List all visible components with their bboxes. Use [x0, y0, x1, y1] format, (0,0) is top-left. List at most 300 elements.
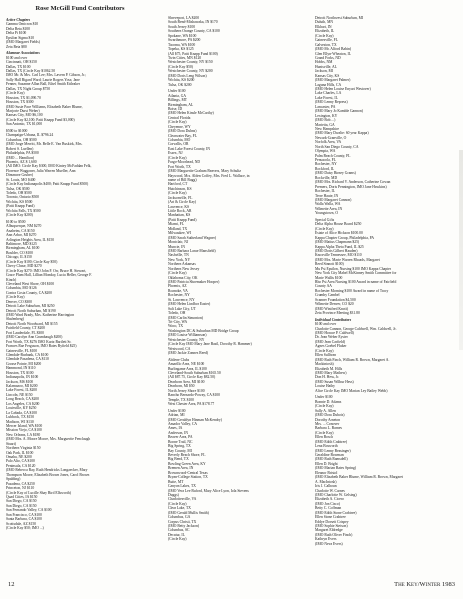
- contributor-line: Gamma Omicron $10: [6, 22, 39, 27]
- contributor-line: Fort Worth, TX: [168, 164, 191, 169]
- contributor-line: Quad Cities, IA $150: [6, 494, 38, 499]
- contributor-line: (IMO Daisy Birney Grams): [315, 171, 356, 176]
- contributor-line: Detroit North Suburban, MI $190: [6, 308, 56, 313]
- contributor-line: (IMO Mary Mathew): [315, 370, 347, 375]
- contributor-line: Northern New Jersey: [168, 266, 200, 271]
- contributor-line: (IMO Elizabeth Baker Blume, William R. Brown, Margaret: [315, 475, 403, 480]
- contributor-line: Cheyenne, WY: [168, 124, 191, 129]
- page-title: Rose McGill Fund Contributors: [35, 5, 125, 12]
- contributor-line: Elizabeth, IL: [315, 29, 335, 34]
- contributor-line: Hobbs, NM: [315, 60, 333, 65]
- contributor-line: Columbus, OH $500: [6, 137, 37, 142]
- contributor-line: (IMO Jackie Zonnes Reed): [168, 351, 209, 355]
- contributor-line: Salt Lake City, UT: [168, 306, 196, 311]
- contributor-line: Stuart): [6, 441, 17, 446]
- contributor-line: Thompson Moore, Elizabeth Brown Jones, Carol Brown: [6, 472, 90, 477]
- contributor-line: Princeton, NJ $110: [6, 486, 35, 491]
- contributor-line: (IMO Rebecca Ray, Ruth Hendricks Longaecker, Mary: [6, 468, 88, 473]
- contributor-line: Dallas, TX Night Group $750: [6, 86, 51, 91]
- contributor-line: New York, NY: [168, 257, 191, 262]
- contributor-line: Beaver Area, PA: [168, 435, 193, 440]
- contributor-line: (IMO Dora Duhns): [168, 129, 197, 134]
- contributor-line: Tri-City, WA: [168, 319, 188, 324]
- contributor-line: (IMO Lenny Beasinger): [315, 448, 351, 453]
- contributor-line: Topeka, KS $125: [168, 47, 194, 52]
- contributor-line: Wichita, KS $200: [168, 78, 195, 83]
- contributor-line: Crumby Cambel: [315, 293, 340, 298]
- contributor-line: (IMO Mrs. Marie Warren Rhoads, Margaret: [315, 257, 380, 262]
- contributor-line: (IMO Sophie Stetson): [315, 524, 348, 528]
- contributor-line: Mission Viejo, CA $100: [6, 428, 42, 433]
- contributor-line: Boise, ID: [168, 106, 183, 111]
- contributor-line: Northern Virginia $150: [6, 446, 41, 451]
- contributor-line: Central Florida: [168, 115, 191, 120]
- contributor-line: (IMO Susan Wilbur Hess): [315, 379, 354, 384]
- contributor-line: North Jersey Shore $100: [168, 388, 205, 393]
- contributor-line: Sally A. Allen: [315, 408, 336, 413]
- contributor-line: Bremen Area, IN: [168, 466, 194, 471]
- contributor-line: (IMO Ward Brady, Mrs. Katherine Harrington: [6, 313, 75, 317]
- contributor-line: Abilene Clubs: [168, 357, 190, 362]
- contributor-line: $100 and over: [315, 322, 337, 327]
- contributor-line: San Antonio, TX $1,000: [6, 122, 43, 127]
- contributor-line: Omaha, NE $200: [6, 455, 32, 459]
- contributor-line: Kansas City, KS: [315, 73, 340, 78]
- contributor-line: Grace Plum Hall, Lillian Monday, Lucia Heller, George F.: [6, 273, 92, 278]
- contributor-line: Fort Lauderdale, FL $300: [6, 330, 44, 335]
- contributor-line: (Circle Kay $50): [168, 64, 193, 69]
- contributor-line: Columbus, GA: [168, 515, 191, 520]
- contributor-line: Palm Beach County, FL: [315, 153, 351, 158]
- contributor-line: Boone Trail, NC: [168, 439, 193, 444]
- contributor-line: Fargo-Moorhead, ND: [168, 160, 201, 165]
- contributor-line: (IMO Betty Jackson): [168, 524, 200, 528]
- contributor-line: (Circle Kay): [168, 271, 187, 276]
- contributor-line: Billings, MT: [168, 98, 188, 103]
- contributor-line: Phoenix, AZ: [168, 284, 187, 289]
- section-heading: Alumnae Associations: [6, 51, 40, 56]
- contributor-line: Clearwater Bay, FL: [168, 133, 197, 138]
- contributor-line: Anderson, IN: [168, 430, 189, 435]
- contributor-line: (Circle Kay): [168, 537, 187, 542]
- contributor-line: East Lake Forest County, IN: [168, 146, 211, 151]
- contributor-line: Alice Circle Kay IMO Marian Ley Bailey Webb): [315, 388, 388, 393]
- contributor-line: Corpus Christi, TX: [168, 519, 197, 524]
- contributor-line: Ellen Sullivan: [315, 353, 336, 358]
- contributor-line: Houston, TX $1,090.70: [6, 95, 41, 100]
- contributor-line: Delta Pi $100: [6, 31, 27, 36]
- contributor-line: Louisville, KY $250: [6, 406, 37, 411]
- contributor-line: Under $100: [315, 395, 333, 400]
- page-number: 12: [8, 581, 15, 588]
- contributor-line: (IMO Dora Dubois): [315, 413, 345, 418]
- contributor-line: Mu Psi Epsilon, Nursing $100 IMO Kappa Chapter: [315, 266, 391, 271]
- contributor-line: Scanner Foundation $4,500: [315, 297, 356, 302]
- contributor-line: Chevy Chase, MD $270: [6, 264, 42, 269]
- contributor-line: Northern Arkansas: [168, 262, 196, 267]
- contributor-line: Galveston, TX: [315, 42, 337, 47]
- contributor-line: Madison, WI $130: [6, 419, 34, 424]
- contributor-line: Houston, TX $300: [6, 100, 34, 105]
- contributor-line: Dallas, TX $100: [6, 64, 31, 69]
- contributor-line: South Jersey $100: [168, 24, 196, 29]
- contributor-line: Spokane, WA $100: [168, 33, 197, 38]
- contributor-line: Ellen D. Bright: [315, 461, 338, 466]
- contributor-line: (Circle Kay): [315, 430, 334, 435]
- contributor-line: Tulsa, OK $200: [168, 82, 192, 87]
- contributor-line: Brownwood-Central Texas: [168, 470, 208, 475]
- contributor-line: Rancho Bernardo-Poway, CA $100: [168, 393, 220, 398]
- contributor-line: Bonnie D. Adams: [315, 399, 342, 404]
- contributor-line: Florence Waggoner, Julia Warren Mueller, Ann: [6, 168, 76, 173]
- contributors-column-3: [315, 16, 457, 546]
- contributor-line: (IMO Doris Gilbert Hauden): [315, 248, 358, 253]
- contributor-line: Albuquerque, NM $270: [6, 224, 42, 229]
- contributor-line: Rochester, IL: [315, 189, 335, 194]
- contributor-line: (IMO Jorge Merritt, Mr. Belle E. Van Buskirk, Mrs.: [6, 142, 83, 147]
- contributor-line: Glen Ellyn-Wheaton, IL: [315, 51, 351, 56]
- contributor-line: Lake Charles, LA: [315, 91, 342, 96]
- contributor-line: Montclair, NJ: [168, 240, 189, 245]
- contributor-line: San Fernando Valley, CA $100: [6, 508, 52, 513]
- contributor-line: Kathryn Evers: [315, 537, 337, 542]
- contributor-line: Frances Rae Ferguson, IMO Bates Byfield $25): [6, 344, 77, 349]
- contributor-line: Robert S. Luellen): [6, 146, 34, 151]
- contributor-line: Zeta Province Meeting $31.80: [315, 311, 360, 316]
- contributor-line: Lake Forest, IL: [315, 95, 338, 100]
- contributor-line: Arlington Heights Area, IL $150: [6, 237, 55, 242]
- contributor-line: Indianapolis, IN $100: [6, 375, 39, 380]
- contributor-line: (Circle Kay): [315, 348, 334, 353]
- contributor-line: Glendale Pasadena, CA $110: [6, 357, 49, 362]
- contributor-line: Southern Orange County, CA $100: [168, 29, 220, 34]
- contributor-line: Detroit Lake Suburban, MI $250: [6, 304, 55, 309]
- contributor-line: (IMO Horace P. Caldwell): [315, 331, 354, 335]
- contributor-line: Gainesville, FL $100: [6, 348, 38, 353]
- contributor-line: Shreveport, LA $200: [168, 16, 200, 20]
- contributor-line: Barbara L. Barnes: [315, 426, 342, 431]
- contributor-line: (Circle Kay): [168, 155, 187, 160]
- contributor-line: Ann Arbor, MI $270: [6, 233, 37, 238]
- contributor-line: Knoxville Tennessee, MO $110: [315, 253, 362, 258]
- contributor-line: Decatur, IL: [168, 532, 185, 537]
- contributor-line: Little Rock, AR: [168, 209, 192, 213]
- contributor-line: (Circle Kay): [6, 295, 25, 300]
- contributor-line: (IMO Jon Cisco): [315, 501, 340, 506]
- contributor-line: Chicago, IL $150: [6, 255, 32, 260]
- contributor-line: Burlingame Area, IL $100: [168, 366, 207, 371]
- contributor-line: Mrs. ... Conover: [315, 421, 340, 426]
- contributor-line: (IMO Susie Pace Williams, Elizabeth Baker Blume,: [6, 104, 83, 109]
- contributor-line: Spalding): [6, 477, 21, 482]
- contributor-line: Special Gifts: [315, 217, 335, 222]
- contributor-line: A. MacIntosh): [315, 479, 337, 484]
- contributor-line: Pensacola, FL: [315, 158, 336, 162]
- contributor-line: (IMO Doris Leng Wilson): [168, 73, 207, 78]
- contributor-line: Epsilon Sigma $10: [6, 35, 35, 40]
- contributor-line: Scottsdale, AZ $150: [6, 521, 37, 526]
- contributor-line: Lincoln, NE $150: [6, 392, 33, 397]
- contributor-line: Columbus, SC: [168, 528, 190, 533]
- contributor-line: (IMO Barbara Larue Mansfield): [168, 248, 216, 253]
- contributor-line: Wilmette Area, IN: [315, 206, 343, 211]
- contributor-line: Cleveland-South Suburban $165.50: [168, 370, 221, 375]
- contributor-line: Norfolk Area, VA: [315, 140, 342, 145]
- contributor-line: Under $100: [168, 89, 186, 94]
- contributor-line: Jackson, MI: [315, 69, 334, 74]
- contributor-line: Fort Worth, TX $276 IMO Kurtz Bartlett Sr.: [6, 339, 72, 344]
- contributor-line: Lexington, KY: [315, 113, 338, 118]
- contributor-line: (Circle Kay): [315, 226, 334, 231]
- contributor-line: Corvallis, OR: [168, 142, 189, 147]
- contributor-line: (IMO ... Hamilton): [6, 155, 35, 160]
- contributor-line: Newark-Granville, O: [315, 135, 347, 140]
- contributor-line: Hutchinson, KS: [168, 186, 192, 191]
- contributor-line: Lubbock, TX $150: [6, 415, 35, 420]
- contributor-line: Tulsa, OK $500: [6, 186, 30, 191]
- contributor-line: (Circle Kay): [168, 191, 187, 196]
- contributor-line: Hammond, IN $110: [6, 366, 36, 371]
- contributor-line: Marie Wallis $100: [315, 275, 343, 280]
- contributor-line: Clear Lake, TX: [168, 506, 191, 511]
- contributor-line: Marjorie Durst Weber): [6, 108, 40, 113]
- contributor-line: Jackson, MS $100: [6, 379, 34, 384]
- contributor-line: (IMO Louise Williamson): [168, 333, 207, 338]
- contributor-line: Kalamazoo, MI $200: [6, 384, 38, 388]
- contributor-line: South Bend-Mishawaka, IN $170: [168, 20, 218, 25]
- contributor-line: Essex, NJ: [168, 151, 183, 156]
- contributor-line: Baltimore, MD $125: [6, 242, 37, 246]
- journal-issue: The Key/Winter 1983: [394, 581, 455, 588]
- contributor-line: Fairfield County, CT $200: [6, 326, 46, 331]
- section-heading: Active Chapters: [6, 18, 31, 22]
- contributor-line: Rochester, NY: [315, 162, 337, 167]
- contributor-line: (All $87.75, Circle Kay $82.50): [168, 375, 216, 380]
- contributor-line: Dallas, TX (Circle Kay $1062.50: [6, 69, 56, 73]
- page-footer: [0, 581, 463, 593]
- contributor-line: Gainesville, FL: [315, 38, 338, 43]
- contributor-line: Dearborn Area, MI $100: [168, 379, 205, 384]
- contributor-line: Rho Psi Area Nursing $100 Award in name of Fairfield: [315, 280, 397, 284]
- contributor-line: Ellen Stone Crabtree: [315, 515, 346, 520]
- contributor-line: Westchester County, NY: [168, 337, 205, 342]
- contributor-line: Champaign-Urbana, IL $796.24: [6, 133, 54, 138]
- contributor-line: (IMO Mary Jo Kamble Gannon): [315, 109, 363, 114]
- contributor-line: Zeta Beta $80: [6, 44, 27, 49]
- contributor-line: Amador Valley, CA: [168, 421, 198, 426]
- contributor-line: Waco, TX: [168, 324, 183, 329]
- contributor-line: Tacoma, WA $100: [168, 42, 196, 47]
- contributor-line: (IMO Helen Kinsle McCarthy): [168, 111, 214, 116]
- contributor-line: Duggs): [168, 492, 179, 497]
- contributor-line: Grand Forks, ND: [315, 55, 341, 60]
- contributor-line: Haywood, Mrs. Alden Coffey, Mrs. Fred L. Wallace, in: [168, 173, 250, 178]
- contributor-line: (IMO Charlotte W. Gelsing): [315, 492, 357, 497]
- contributor-line: Eleanor Bristol: [315, 470, 338, 475]
- contributor-line: Rockville, MD: [315, 175, 338, 180]
- contributor-line: Huntsville, AL: [315, 64, 337, 69]
- contributor-line: Washington DC & Suburban MD Bridge Group: [168, 328, 239, 333]
- contributor-line: New Hampshire: [315, 126, 340, 131]
- contributor-line: Cincinnati, OH $150: [6, 60, 37, 65]
- contributor-line: Louise Hathy: [315, 384, 335, 389]
- contributor-line: Santa Barbara, CA $100: [6, 517, 42, 522]
- contributor-line: (IMO Margaret Fields): [6, 40, 40, 45]
- contributor-line: New Orleans, LA $180: [6, 432, 41, 437]
- contributor-line: Premers, Doris Pennington, IMO Jane Hawkins): [315, 184, 387, 189]
- contributor-line: (Circle Kay $100; Circle Kay $50): [6, 259, 58, 264]
- contributor-line: San Diego, CA $150: [6, 499, 37, 504]
- contributor-line: Bowling Green Area, KY: [168, 461, 206, 466]
- contributor-line: Sally Hall Bigard Ward; Laurie Rogers Yoss; Jane: [6, 77, 80, 82]
- contributor-line: Butte, MT: [168, 479, 184, 484]
- contributor-line: Manhattan, KS: [168, 213, 191, 218]
- contributor-line: (IMO Carlin Simonton): [168, 315, 204, 320]
- contributor-line: Olympia, WA: [315, 149, 336, 154]
- contributor-line: Detroit Northwest Suburban, MI: [315, 16, 364, 20]
- contributor-line: Elizabeth A. Cicero: [315, 497, 344, 502]
- contributor-line: (IMO Bob ...): [315, 118, 336, 123]
- contributor-line: Dorothy Arneton: [315, 417, 341, 422]
- contributor-line: Mackintosh): [315, 362, 334, 367]
- contributor-line: Elkhart, IN: [315, 24, 332, 29]
- contributor-line: (IMO Carolyn Ann Grumbaugh $200): [6, 335, 63, 340]
- contributor-line: Grosse Pointe, MI $200: [6, 361, 42, 366]
- contributor-line: Bryan-College Station, TX: [168, 475, 208, 480]
- contributor-line: Swarthmore, PA $200: [168, 38, 201, 43]
- contributor-line: Eddye Dorsett Crispey: [315, 519, 349, 524]
- contributor-line: IMO Mr. & Mrs. Carl Lee; Mrs. Lavern P. Gibson, Jr.;: [6, 73, 87, 78]
- contributor-line: Oak Park, IL $100: [6, 450, 34, 455]
- contributor-line: Philadelphia, PA $500: [6, 151, 39, 156]
- contributor-line: (IMO Neva Evers): [315, 541, 343, 546]
- contributor-line: (Circle Kay): [6, 91, 25, 96]
- contributor-line: (IMO Lenny Repress): [315, 100, 348, 105]
- contributor-line: Dearborn, Ml $50: [168, 384, 195, 389]
- contributor-line: Birmingham, AL: [168, 102, 194, 107]
- contributor-line: Adrian, MI: [168, 413, 185, 418]
- contributor-line: Pasadena, CA $250: [6, 481, 35, 486]
- contributor-line: (IMO Edith Stone Crabtree): [315, 510, 357, 515]
- contributor-line: Agnes Goebel Fluker: [315, 344, 347, 349]
- contributor-line: Kappa Alpha Theta Fund, IL $25: [315, 244, 364, 249]
- contributor-line: Delta Beta $100: [6, 26, 30, 31]
- contributor-line: Charlottesville, VA: [168, 497, 197, 502]
- contributor-line: County AA: [315, 284, 332, 289]
- contributor-line: Houston, TX $100: [6, 370, 34, 375]
- contributor-line: Hartford, CT: [168, 182, 188, 187]
- contributor-line: Canyon Lakes, TX: [168, 484, 196, 489]
- contributor-line: Peninsula, CA $120: [6, 463, 36, 468]
- contributor-line: Bay County, MI: [168, 448, 192, 453]
- contributor-line: Westchester County, NY $150: [168, 60, 213, 65]
- contributor-line: $500 to $1000: [6, 128, 28, 133]
- contributor-line: (Circle Kay IMO Mary Jane Basil, Dorothy R. Hammer): [168, 342, 252, 347]
- contributor-line: Iris J. Calhoun: [315, 484, 337, 489]
- contributor-line: (IMO Mrs. A. Moore Moore, Mrs. Marguerite Fenclaugh: [6, 437, 91, 442]
- contributor-line: (IMO Margaret Cannon): [315, 197, 352, 202]
- contributor-line: (IMO Vera Lee Buford, Mary Alice Lyon, Iola Stevens: [168, 488, 249, 493]
- contributor-line: Wichita, KS $500: [6, 199, 33, 204]
- contributor-line: Cleveland West Shore, OH $100: [6, 281, 55, 286]
- contributor-line: Detroit North Woodward, MI $155: [6, 321, 58, 326]
- contributor-line: (IMO Gerald Mullis Smith): [168, 510, 209, 515]
- contributor-line: Toledo, OH $500: [6, 191, 32, 195]
- contributor-line: Palo Alto, CA $100: [6, 459, 35, 464]
- contributor-line: Estate of Alice Hickson $100.00: [315, 231, 363, 236]
- contributor-line: (IMO Mary Dwalte: 60 year Kappa): [315, 131, 369, 136]
- contributor-line: (IMO Geraldyn Hinman McKendry): [168, 417, 222, 422]
- contributor-line: (IMO Ruth Ramsdell): [315, 457, 348, 462]
- contributor-line: Wilmette Denver, CO $20: [315, 302, 354, 307]
- contributor-line: (IMO Patricia Shoemaker Hooper): [168, 280, 220, 284]
- contributor-line: (Circle Kay of Lucille Shay Bird Ellsworth): [6, 490, 71, 495]
- contributor-line: Lawrence, KS: [168, 204, 190, 209]
- contributors-column-2: [168, 16, 308, 542]
- contributor-line: (Circle Kay): [315, 404, 334, 409]
- contributor-line: Rochester, NY: [168, 293, 190, 298]
- contributor-line: St. Lawrence, NY: [168, 297, 195, 302]
- contributor-line: Geraldine Bowman: [315, 453, 344, 457]
- contributor-line: Atlanta, GA: [168, 93, 187, 98]
- contributor-line: (Circle Kay Indianapolis $400; Patti Knapp Fund $500): [6, 182, 89, 187]
- section-heading: Individual Contributors: [315, 317, 352, 322]
- contributor-line: (Art & Circle Kay): [168, 200, 197, 205]
- contributor-line: Toledo, OH: [168, 311, 186, 316]
- contributor-line: San Francisco, CA $100: [6, 512, 42, 517]
- contributor-line: Long Beach, CA $200: [6, 397, 39, 402]
- contributor-line: Roanoke, VA: [168, 288, 188, 293]
- contributor-line: Youngstown, O: [315, 211, 338, 216]
- contributor-line: Ellen Bosch: [315, 435, 333, 440]
- contributor-line: (IMO Helen Louise Enyart Westover): [315, 87, 371, 91]
- contributor-line: Shafenberg): [6, 317, 24, 322]
- contributor-line: (All IMO: Circle Kay $300, IMO Kintey McFaddan Felk,: [6, 164, 92, 169]
- contributor-line: Jacksonville, FL: [168, 195, 193, 200]
- contributor-line: Denver, CO $300: [6, 299, 32, 304]
- contributor-line: Oklahoma City, OK: [168, 275, 198, 280]
- contributor-line: (Patti Knapp Fund): [6, 204, 35, 209]
- contributor-line: Glendale-Burbank, CA $100: [6, 352, 49, 357]
- contributor-line: La Cañada, CA $100: [6, 410, 37, 415]
- contributor-line: (IMO Ruth Finch, William R. Brown, Margaret A.: [315, 357, 390, 362]
- contributor-line: Lake Forest, IL $200: [6, 388, 37, 393]
- contributor-line: Elizabeth M. Hills: [315, 366, 343, 371]
- contributor-line: Contra Costa County, CA $200: [6, 290, 52, 295]
- contributor-line: Miami, FL: [168, 222, 184, 227]
- contributor-line: Marietta, GA: [315, 122, 335, 127]
- contributor-line: Dr. Jean Weber Eyster: [315, 335, 348, 340]
- contributor-line: (Patti Knapp Fund): [168, 217, 197, 222]
- contributor-line: Big Spring, TX: [168, 444, 191, 449]
- contributor-line: (IMO Mrs. Richard V. Anderson, Catherine Cowan: [315, 180, 391, 185]
- contributor-line: North San Diego County, CA: [315, 144, 359, 149]
- contributor-line: Boulder, CO $100: [6, 250, 33, 255]
- binding-shadow: [459, 150, 463, 350]
- contributor-line: Rochester Morning $100 Award in name of Tracy: [315, 288, 389, 293]
- contributor-line: name of Bill Bugg): [168, 177, 197, 182]
- contributor-line: Delta Alpha House Board $250: [315, 222, 362, 227]
- contributor-line: (Circle Kay): [168, 501, 187, 506]
- contributor-line: Betty C. Coffman: [315, 506, 342, 511]
- contributor-line: Columbia, MO $126: [6, 286, 37, 291]
- contributor-line: (IMO Helen Lindbor Easter): [168, 302, 211, 307]
- contributor-line: St. Louis, MO $400: [6, 177, 36, 182]
- contributor-line: Kansas City, MO $6,100: [6, 113, 43, 118]
- contributor-line: Charlotte W. Carnes: [315, 488, 345, 493]
- contributor-line: Twin Cities, MN $120: [168, 55, 202, 60]
- contributor-line: Kinch): [6, 277, 17, 282]
